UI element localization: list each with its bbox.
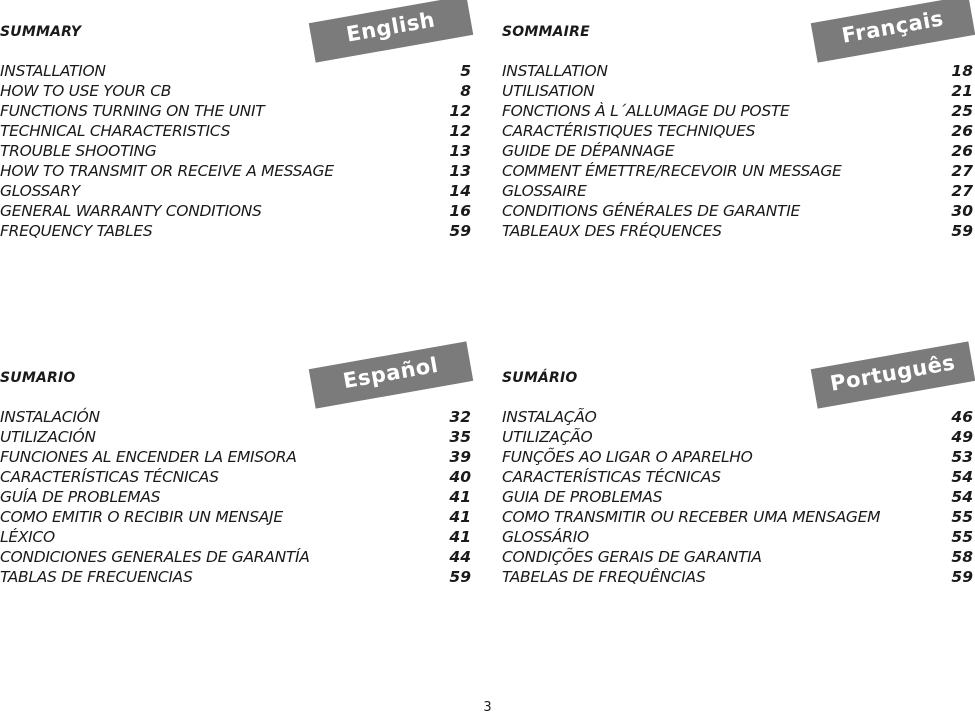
toc-entry-page: 16 [449,202,471,220]
toc-entry-label: HOW TO USE YOUR CB [0,82,172,100]
toc-entry-page: 13 [449,162,471,180]
toc-entry [0,467,472,487]
toc-entry-label: CARACTERÍSTICAS TÉCNICAS [502,468,721,486]
toc-entry-label: GENERAL WARRANTY CONDITIONS [0,202,262,220]
toc-entry-page: 41 [449,488,471,506]
toc-entry-label: CARACTERÍSTICAS TÉCNICAS [0,468,219,486]
toc-entry-page: 30 [951,202,973,220]
toc-entry [502,181,974,201]
toc-entry-page: 18 [951,62,973,80]
toc-entry-page: 55 [951,528,973,546]
toc-entry-page: 13 [449,142,471,160]
toc-entry-page: 12 [449,102,471,120]
toc-entry [502,161,974,181]
toc-entry-page: 41 [449,528,471,546]
toc-entry [502,101,974,121]
toc-entry-label: GLOSSARY [0,182,80,200]
toc-entry-label: COMMENT ÉMETTRE/RECEVOIR UN MESSAGE [502,162,842,180]
toc-entry-label: CONDITIONS GÉNÉRALES DE GARANTIE [502,202,800,220]
toc-entry [0,121,472,141]
toc-entry-page: 44 [449,548,471,566]
toc-entry-page: 41 [449,508,471,526]
toc-entry-label: INSTALAÇÃO [502,408,597,426]
toc-entry-page: 53 [951,448,973,466]
section-title: SUMARIO [0,370,76,386]
toc-entry-label: GLOSSÁRIO [502,528,589,546]
toc-entry-label: GUIDE DE DÉPANNAGE [502,142,675,160]
toc-entry [0,487,472,507]
toc-entry-label: FREQUENCY TABLES [0,222,153,240]
section-title: SUMÁRIO [502,370,578,386]
toc-entry-page: 59 [449,568,471,586]
toc-entry [0,407,472,427]
toc-entry [502,121,974,141]
toc-entry-page: 21 [951,82,973,100]
toc-entry [502,447,974,467]
toc-entry-label: TROUBLE SHOOTING [0,142,157,160]
toc-entry [0,141,472,161]
toc-entry-page: 46 [951,408,973,426]
toc-entry-label: TECHNICAL CHARACTERISTICS [0,122,231,140]
toc-entry [502,221,974,241]
toc-entry [0,181,472,201]
toc-entry-page: 35 [449,428,471,446]
toc-entry [0,447,472,467]
toc-entry [0,81,472,101]
toc-entry-page: 25 [951,102,973,120]
toc-entry-page: 55 [951,508,973,526]
toc-entry-label: UTILISATION [502,82,595,100]
toc-entry-page: 27 [951,182,973,200]
toc-entry-label: TABLEAUX DES FRÉQUENCES [502,222,722,240]
toc-entry-label: INSTALACIÓN [0,408,100,426]
toc-entry-label: FONCTIONS À L´ALLUMAGE DU POSTE [502,102,790,120]
toc-entry-page: 8 [460,82,471,100]
toc-entry-label: TABELAS DE FREQUÊNCIAS [502,568,706,586]
toc-entry [0,61,472,81]
toc-entry [502,507,974,527]
toc-entry-label: COMO TRANSMITIR OU RECEBER UMA MENSAGEM [502,508,881,526]
toc-entry-page: 49 [951,428,973,446]
toc-entry-label: UTILIZAÇÃO [502,428,593,446]
toc-entry-label: TABLAS DE FRECUENCIAS [0,568,193,586]
language-tab-spanish [309,341,474,408]
toc-entry-page: 40 [449,468,471,486]
toc-entry-label: GUÍA DE PROBLEMAS [0,488,161,506]
toc-entry-page: 32 [449,408,471,426]
toc-entry [0,547,472,567]
language-tab-label: English [344,7,437,47]
toc-list [502,407,974,587]
toc-entry-label: INSTALLATION [0,62,106,80]
language-tab-english [309,0,474,63]
toc-entry [502,201,974,221]
section-title: SUMMARY [0,24,82,40]
toc-entry-label: INSTALLATION [502,62,608,80]
toc-list [502,61,974,241]
toc-entry-page: 54 [951,468,973,486]
toc-entry-label: GUIA DE PROBLEMAS [502,488,663,506]
toc-entry [502,547,974,567]
toc-list [0,61,472,241]
toc-entry-page: 12 [449,122,471,140]
language-tab-label: Português [828,350,957,396]
toc-entry-page: 14 [449,182,471,200]
toc-entry-label: FUNCTIONS TURNING ON THE UNIT [0,102,265,120]
page-number: 3 [483,700,492,715]
language-tab-portuguese [811,341,975,408]
toc-entry [502,407,974,427]
toc-entry-label: LÉXICO [0,528,55,546]
toc-entry [0,161,472,181]
toc-entry-label: COMO EMITIR O RECIBIR UN MENSAJE [0,508,283,526]
toc-entry-label: CONDIÇÕES GERAIS DE GARANTIA [502,548,762,566]
toc-entry-label: GLOSSAIRE [502,182,587,200]
toc-entry-page: 59 [951,222,973,240]
toc-entry-label: UTILIZACIÓN [0,428,96,446]
toc-entry-page: 59 [951,568,973,586]
toc-entry-label: CONDICIONES GENERALES DE GARANTÍA [0,548,310,566]
toc-entry [0,101,472,121]
toc-entry-page: 26 [951,122,973,140]
toc-entry-label: FUNCIONES AL ENCENDER LA EMISORA [0,448,297,466]
toc-entry [502,141,974,161]
language-tab-label: Español [341,352,441,394]
toc-entry-label: FUNÇÕES AO LIGAR O APARELHO [502,448,753,466]
toc-entry-label: CARACTÉRISTIQUES TECHNIQUES [502,122,756,140]
toc-entry [0,527,472,547]
toc-entry [502,527,974,547]
toc-entry [502,427,974,447]
toc-entry [502,487,974,507]
toc-entry [0,567,472,587]
toc-entry-label: HOW TO TRANSMIT OR RECEIVE A MESSAGE [0,162,334,180]
toc-entry-page: 59 [449,222,471,240]
toc-entry [502,567,974,587]
toc-entry [0,201,472,221]
toc-entry [0,427,472,447]
toc-entry-page: 54 [951,488,973,506]
toc-entry-page: 39 [449,448,471,466]
toc-entry [502,81,974,101]
toc-entry [0,221,472,241]
toc-entry-page: 26 [951,142,973,160]
toc-entry [502,61,974,81]
section-title: SOMMAIRE [502,24,590,40]
toc-entry-page: 27 [951,162,973,180]
toc-list [0,407,472,587]
toc-entry-page: 5 [460,62,471,80]
toc-entry [0,507,472,527]
toc-entry [502,467,974,487]
language-tab-french [811,0,975,63]
language-tab-label: Français [839,6,946,48]
toc-entry-page: 58 [951,548,973,566]
